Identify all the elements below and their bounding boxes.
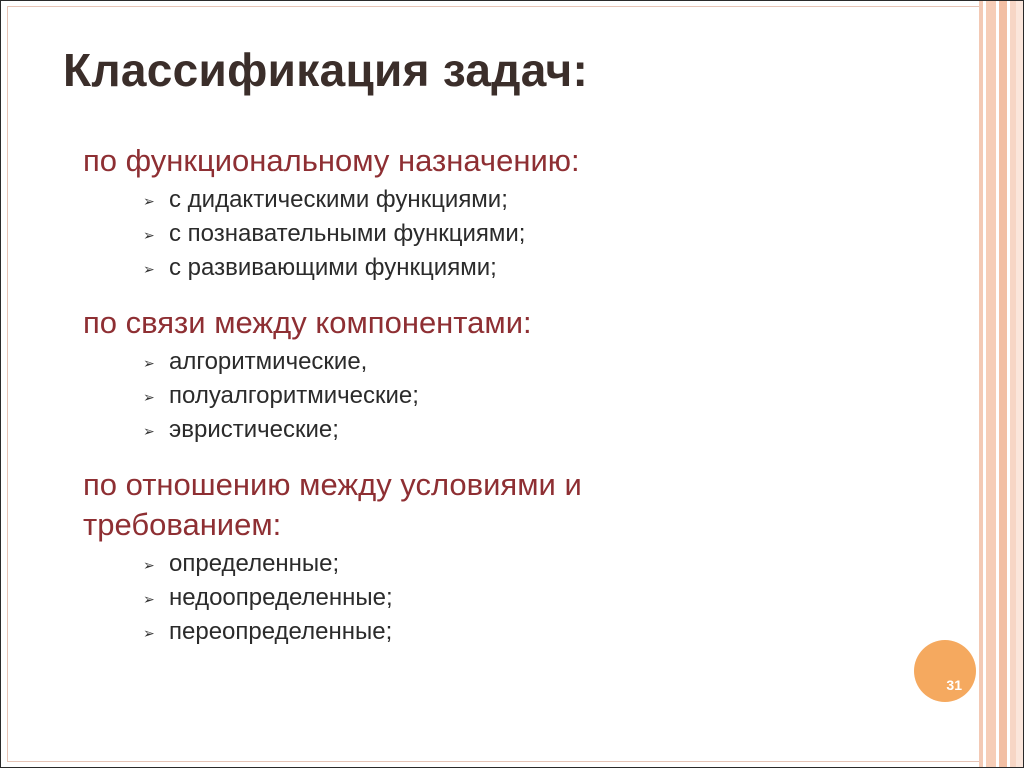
page-number: 31 — [946, 677, 962, 693]
list-item-label: полуалгоритмические; — [169, 382, 419, 409]
arrowhead-bullet-icon: ➢ — [143, 591, 155, 607]
stripe — [986, 1, 996, 768]
list-item-label: с познавательными функциями; — [169, 220, 526, 247]
arrowhead-bullet-icon: ➢ — [143, 389, 155, 405]
arrowhead-bullet-icon: ➢ — [143, 193, 155, 209]
arrowhead-bullet-icon: ➢ — [143, 355, 155, 371]
list-item-label: недоопределенные; — [169, 584, 393, 611]
list-item — [143, 251, 723, 285]
bullet-list — [83, 183, 723, 285]
list-item-label: эвристические; — [169, 416, 339, 443]
list-item — [143, 379, 723, 413]
list-item — [143, 183, 723, 217]
list-item-label: с дидактическими функциями; — [169, 186, 508, 213]
list-item — [143, 547, 723, 581]
list-item-label: алгоритмические, — [169, 348, 368, 375]
list-item-label: определенные; — [169, 550, 340, 577]
arrowhead-bullet-icon: ➢ — [143, 625, 155, 641]
arrowhead-bullet-icon: ➢ — [143, 261, 155, 277]
list-item-label: переопределенные; — [169, 618, 393, 645]
slide-title: Классификация задач: — [63, 44, 589, 96]
list-item — [143, 217, 723, 251]
list-item — [143, 581, 723, 615]
section-components — [83, 303, 723, 447]
page-number-badge — [914, 640, 976, 702]
content-body — [83, 141, 723, 667]
stripe — [1016, 1, 1023, 768]
bullet-list — [83, 547, 723, 649]
section-heading: по функциональному назначению: — [83, 143, 580, 178]
section-conditions — [83, 465, 723, 649]
arrowhead-bullet-icon: ➢ — [143, 227, 155, 243]
list-item-label: с развивающими функциями; — [169, 254, 497, 281]
arrowhead-bullet-icon: ➢ — [143, 557, 155, 573]
decorative-stripes — [979, 1, 1023, 768]
section-heading: по отношению между условиями и требованием: — [83, 467, 582, 542]
stripe — [999, 1, 1007, 768]
list-item — [143, 413, 723, 447]
bullet-list — [83, 345, 723, 447]
list-item — [143, 615, 723, 649]
list-item — [143, 345, 723, 379]
section-heading: по связи между компонентами: — [83, 305, 532, 340]
arrowhead-bullet-icon: ➢ — [143, 423, 155, 439]
section-functional — [83, 141, 723, 285]
